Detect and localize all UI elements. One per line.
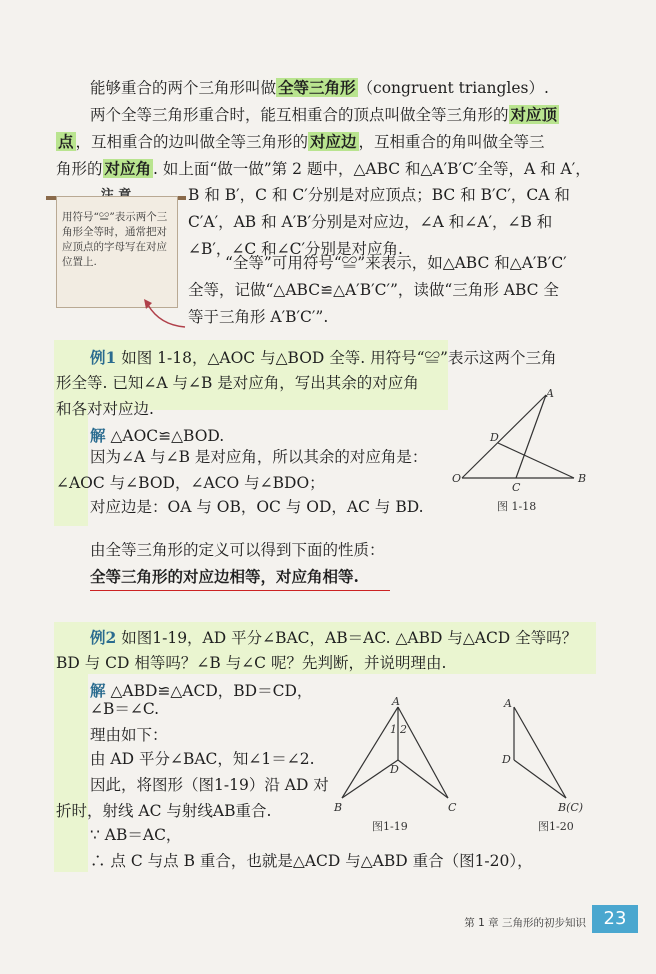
- para2-line3: [56, 155, 591, 183]
- para2-line2: [56, 128, 545, 156]
- example1-line2: 形全等. 已知∠A 与∠B 是对应角，写出其余的对应角: [56, 374, 419, 392]
- example2-solution-line7: ∵ AB＝AC，: [90, 826, 182, 844]
- para3-line3: 等于三角形 A′B′C′”.: [188, 308, 329, 326]
- fig19-label-B: B: [334, 801, 343, 814]
- fig19-label-D: D: [390, 763, 399, 776]
- page-number: 23: [592, 905, 638, 933]
- example2-solution-line5: 因此，将图形（图1-19）沿 AD 对: [90, 776, 329, 794]
- fig18-label-C: C: [512, 481, 521, 494]
- figure-1-19: [330, 695, 470, 815]
- fig19-label-2: 2: [400, 723, 407, 736]
- solution-text: △AOC≌△BOD.: [110, 427, 225, 445]
- para2-line4: B 和 B′，C 和 C′分别是对应顶点；BC 和 B′C′，CA 和: [188, 186, 570, 204]
- term-corresponding-vertex: 对应顶: [510, 105, 558, 124]
- term-corresponding-vertex-end: 点: [58, 132, 74, 151]
- fig18-caption: 图 1-18: [497, 500, 537, 513]
- para2-text: 两个全等三角形重合时，能互相重合的顶点叫做全等三角形的: [90, 106, 509, 124]
- fig19-label-1: 1: [390, 723, 397, 736]
- para2-text: 角形的: [56, 160, 103, 178]
- para2-text: ，互相重合的角叫做全等三: [358, 133, 545, 151]
- figure-1-20: [496, 695, 596, 815]
- para3-line1: “全等”可用符号“≌”来表示，如△ABC 和△A′B′C′: [225, 254, 567, 272]
- example2-solution-line3: 理由如下：: [90, 726, 168, 744]
- fig20-label-D: D: [502, 753, 511, 766]
- para2-line5: C′A′，AB 和 A′B′分别是对应边，∠A 和∠A′，∠B 和: [188, 213, 553, 231]
- example2-text: 如图1-19，AD 平分∠BAC，AB＝AC. △ABD 与△ACD 全等吗？: [121, 629, 578, 647]
- example2-solution-line8: ∴ 点 C 与点 B 重合，也就是△ACD 与△ABD 重合（图1-20），: [90, 852, 533, 870]
- chapter-title: 第 1 章 三角形的初步知识: [464, 917, 586, 929]
- term-congruent-triangles: 全等三角形: [278, 78, 356, 97]
- fig19-caption: 图1-19: [372, 820, 408, 833]
- fig19-label-C: C: [448, 801, 457, 814]
- para2-text: ，互相重合的边叫做全等三角形的: [75, 133, 309, 151]
- example2-solution-line6: 折时，射线 AC 与射线AB重合.: [56, 802, 272, 820]
- para2-text: . 如上面“做一做”第 2 题中，△ABC 和△A′B′C′全等，A 和 A′，: [153, 160, 591, 178]
- example2-label: 例2: [90, 628, 117, 647]
- property-underline: [90, 590, 390, 591]
- para2-line6: ∠B′，∠C 和∠C′分别是对应角.: [188, 240, 403, 258]
- example2-line2: BD 与 CD 相等吗？∠B 与∠C 呢？先判断，并说明理由.: [56, 654, 447, 672]
- fig19-label-A: A: [392, 695, 400, 708]
- example1-solution-line2: 因为∠A 与∠B 是对应角，所以其余的对应角是：: [90, 448, 428, 466]
- example2-solution-line2: ∠B＝∠C.: [90, 700, 160, 718]
- solution-label: 解: [90, 681, 106, 700]
- property-intro: 由全等三角形的定义可以得到下面的性质：: [90, 541, 385, 559]
- solution-label: 解: [90, 426, 106, 445]
- fig20-caption: 图1-20: [538, 820, 574, 833]
- example1-line3: 和各对对应边.: [56, 400, 154, 418]
- fig18-label-A: A: [546, 387, 554, 400]
- example2-line1: [90, 624, 577, 652]
- example1-solution-line4: 对应边是：OA 与 OB，OC 与 OD，AC 与 BD.: [90, 498, 424, 516]
- fig20-label-BC: B(C): [558, 801, 584, 814]
- example1-margin-highlight: [54, 340, 88, 526]
- example2-solution-line4: 由 AD 平分∠BAC，知∠1＝∠2.: [90, 750, 315, 768]
- para-definition: [90, 74, 549, 102]
- term-corresponding-side: 对应边: [310, 132, 357, 151]
- note-text: 用符号“≌”表示两个三角形全等时，通常把对应顶点的字母写在对应位置上.: [62, 211, 168, 268]
- example1-label: 例1: [90, 348, 117, 367]
- para2-line1: [90, 101, 559, 129]
- para3-line2: 全等，记做“△ABC≌△A′B′C′”，读做“三角形 ABC 全: [188, 281, 559, 299]
- term-corresponding-angle: 对应角: [104, 159, 152, 178]
- property-statement: 全等三角形的对应边相等，对应角相等.: [90, 567, 359, 586]
- example1-line1: [90, 344, 556, 372]
- example1-solution-line3: ∠AOC 与∠BOD，∠ACO 与∠BDO；: [56, 474, 325, 492]
- fig20-label-A: A: [504, 697, 512, 710]
- curved-arrow-icon: [140, 295, 190, 335]
- figure-1-18: [450, 385, 600, 494]
- fig18-label-B: B: [578, 472, 587, 485]
- fig18-label-D: D: [490, 431, 499, 444]
- example1-text: 如图 1-18，△AOC 与△BOD 全等. 用符号“≌”表示这两个三角: [121, 349, 557, 367]
- para1-text: 能够重合的两个三角形叫做: [90, 79, 277, 97]
- fig18-label-O: O: [452, 472, 462, 485]
- para1-text-after: （congruent triangles）.: [357, 79, 549, 97]
- solution-text: △ABD≌△ACD，BD＝CD，: [110, 682, 313, 700]
